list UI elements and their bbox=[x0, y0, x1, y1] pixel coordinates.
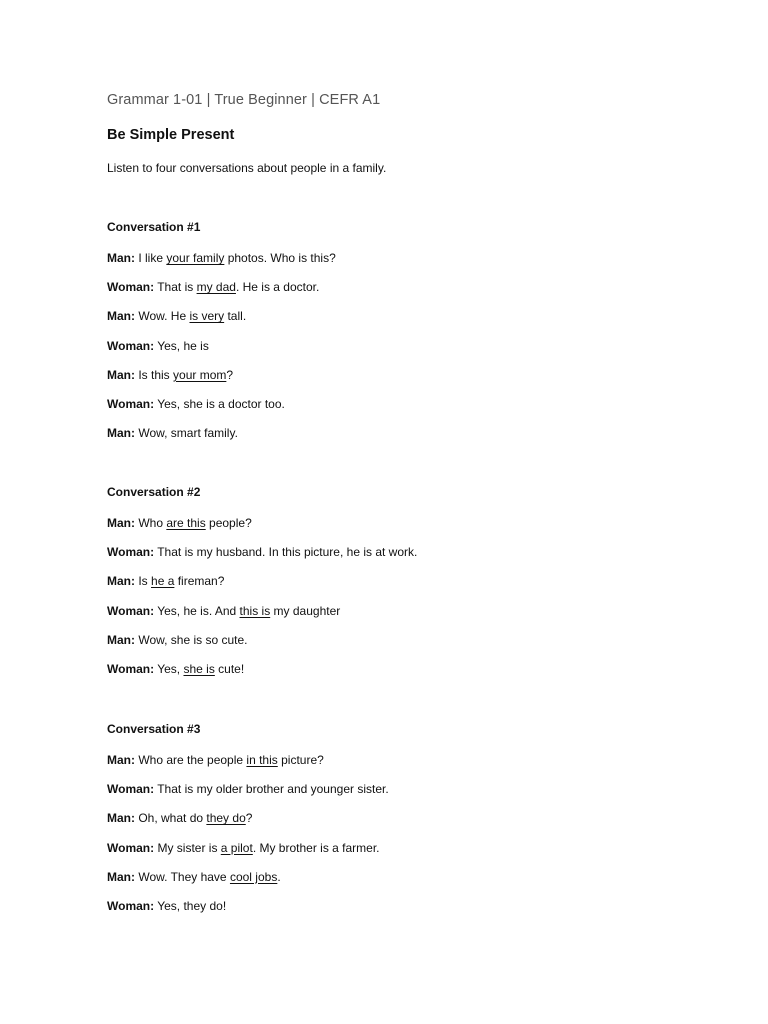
dialogue-line bbox=[107, 396, 285, 412]
dialogue-text: my daughter bbox=[270, 603, 341, 618]
dialogue-line bbox=[107, 632, 248, 648]
dialogue-text: Is this bbox=[135, 367, 174, 382]
underlined-phrase: this is bbox=[239, 603, 271, 618]
speaker-label: Woman: bbox=[107, 899, 155, 913]
underlined-phrase: in this bbox=[246, 753, 278, 767]
dialogue-line bbox=[107, 840, 380, 856]
dialogue-line bbox=[107, 425, 238, 441]
dialogue-text: Who are the people bbox=[135, 753, 247, 767]
dialogue-line bbox=[107, 781, 389, 797]
dialogue-text: Wow. They have bbox=[135, 869, 230, 884]
underlined-phrase: is very bbox=[189, 309, 225, 324]
dialogue-text: Wow, smart family. bbox=[135, 426, 238, 441]
underlined-phrase: are this bbox=[166, 516, 206, 530]
speaker-label: Woman: bbox=[107, 545, 155, 560]
dialogue-line bbox=[107, 367, 233, 383]
dialogue-text: I like bbox=[135, 251, 167, 265]
dialogue-line bbox=[107, 752, 324, 768]
dialogue-text: My sister is bbox=[154, 840, 221, 855]
dialogue-line bbox=[107, 810, 252, 826]
dialogue-line bbox=[107, 869, 281, 885]
dialogue-text: Yes, he is bbox=[154, 338, 209, 353]
conversation-heading: Conversation #3 bbox=[107, 722, 201, 736]
dialogue-text: Oh, what do bbox=[135, 811, 207, 826]
speaker-label: Man: bbox=[107, 251, 135, 265]
speaker-label: Woman: bbox=[107, 603, 155, 618]
dialogue-text: ? bbox=[245, 811, 253, 826]
dialogue-line bbox=[107, 308, 246, 324]
speaker-label: Woman: bbox=[107, 397, 155, 411]
underlined-phrase: your family bbox=[166, 251, 225, 265]
dialogue-text: That is bbox=[154, 280, 197, 295]
speaker-label: Man: bbox=[107, 574, 135, 589]
speaker-label: Man: bbox=[107, 426, 135, 441]
speaker-label: Woman: bbox=[107, 662, 155, 676]
dialogue-text: tall. bbox=[224, 309, 247, 324]
dialogue-text: people? bbox=[205, 516, 252, 530]
speaker-label: Man: bbox=[107, 309, 135, 324]
underlined-phrase: a pilot bbox=[220, 840, 253, 855]
dialogue-text: Yes, she is a doctor too. bbox=[154, 397, 285, 411]
dialogue-text: Yes, they do! bbox=[154, 899, 227, 913]
dialogue-line bbox=[107, 603, 340, 619]
document-header: Grammar 1-01 | True Beginner | CEFR A1 bbox=[107, 92, 381, 108]
dialogue-text: photos. Who is this? bbox=[224, 251, 336, 265]
dialogue-text: Yes, he is. And bbox=[154, 603, 240, 618]
dialogue-text: fireman? bbox=[174, 574, 225, 589]
underlined-phrase: they do bbox=[206, 811, 246, 826]
speaker-label: Woman: bbox=[107, 280, 155, 295]
dialogue-text: . My brother is a farmer. bbox=[252, 840, 380, 855]
dialogue-line bbox=[107, 338, 209, 354]
speaker-label: Woman: bbox=[107, 840, 155, 855]
dialogue-text: Wow, she is so cute. bbox=[135, 632, 248, 647]
dialogue-line bbox=[107, 279, 319, 295]
dialogue-text: Is bbox=[135, 574, 152, 589]
dialogue-line bbox=[107, 250, 336, 266]
dialogue-text: ? bbox=[226, 367, 234, 382]
speaker-label: Man: bbox=[107, 869, 135, 884]
dialogue-text: . bbox=[277, 869, 281, 884]
speaker-label: Woman: bbox=[107, 782, 155, 797]
dialogue-text: That is my older brother and younger sister. bbox=[154, 782, 389, 797]
underlined-phrase: cool jobs bbox=[229, 869, 278, 884]
dialogue-line bbox=[107, 544, 417, 560]
speaker-label: Man: bbox=[107, 811, 135, 826]
intro-text: Listen to four conversations about people in a family. bbox=[107, 161, 387, 175]
dialogue-text: . He is a doctor. bbox=[235, 280, 320, 295]
underlined-phrase: he a bbox=[151, 574, 175, 589]
dialogue-text: Who bbox=[135, 516, 167, 530]
speaker-label: Man: bbox=[107, 367, 135, 382]
dialogue-text: That is my husband. In this picture, he is at work. bbox=[154, 545, 418, 560]
dialogue-text: cute! bbox=[214, 662, 245, 676]
dialogue-line bbox=[107, 661, 244, 677]
speaker-label: Man: bbox=[107, 632, 135, 647]
conversation-heading: Conversation #2 bbox=[107, 485, 201, 499]
underlined-phrase: she is bbox=[183, 662, 215, 676]
speaker-label: Woman: bbox=[107, 338, 155, 353]
page-title: Be Simple Present bbox=[107, 127, 235, 143]
underlined-phrase: your mom bbox=[173, 367, 227, 382]
dialogue-text: picture? bbox=[277, 753, 324, 767]
dialogue-text: Wow. He bbox=[135, 309, 190, 324]
dialogue-text: Yes, bbox=[154, 662, 184, 676]
conversation-heading: Conversation #1 bbox=[107, 220, 201, 234]
dialogue-line bbox=[107, 515, 252, 531]
dialogue-line bbox=[107, 898, 226, 914]
underlined-phrase: my dad bbox=[196, 280, 236, 295]
speaker-label: Man: bbox=[107, 516, 135, 530]
speaker-label: Man: bbox=[107, 753, 135, 767]
document-page bbox=[107, 0, 707, 1024]
dialogue-line bbox=[107, 573, 224, 589]
